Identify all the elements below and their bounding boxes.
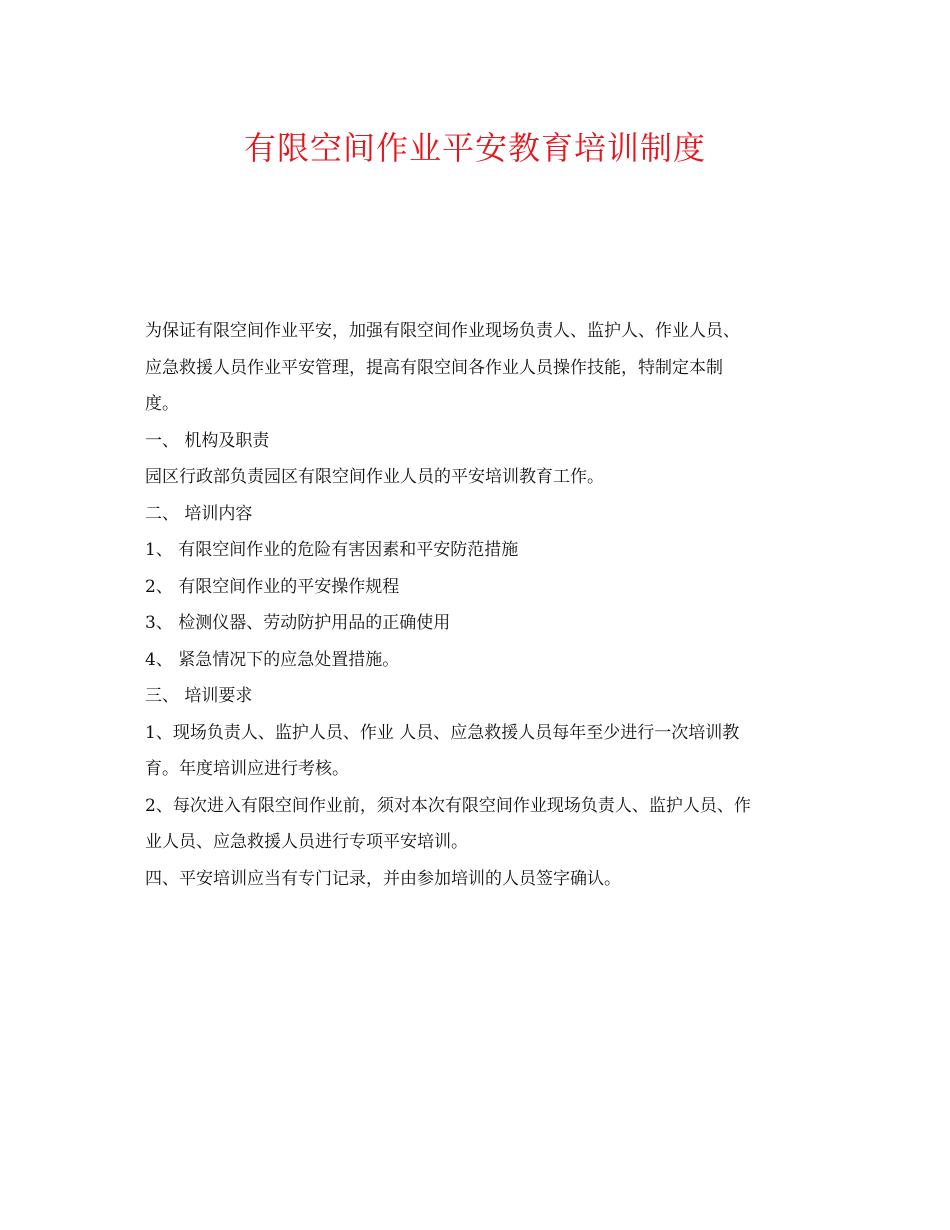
requirement-1-line-2: 育。年度培训应进行考核。: [145, 759, 349, 779]
section-records: 四、平安培训应当有专门记录，并由参加培训的人员签字确认。: [145, 868, 621, 889]
document-body: [145, 313, 815, 897]
intro-line-1: 为保证有限空间作业平安，加强有限空间作业现场负责人、监护人、作业人员、: [145, 321, 740, 341]
organization-text: 园区行政部负责园区有限空间作业人员的平安培训教育工作。: [145, 467, 604, 487]
requirement-2-line-1: 2、每次进入有限空间作业前，须对本次有限空间作业现场负责人、监护人员、作: [145, 795, 751, 816]
training-content-item-2: 2、 有限空间作业的平安操作规程: [145, 576, 400, 597]
section-heading-organization: 一、 机构及职责: [145, 430, 270, 451]
document-title: 有限空间作业平安教育培训制度: [243, 129, 706, 167]
intro-line-2: 应急救援人员作业平安管理，提高有限空间各作业人员操作技能，特制定本制: [145, 357, 723, 378]
section-heading-training-content: 二、 培训内容: [145, 503, 253, 524]
training-content-item-3: 3、 检测仪器、劳动防护用品的正确使用: [145, 613, 451, 633]
intro-line-3: 度。: [145, 394, 179, 414]
training-content-item-4: 4、 紧急情况下的应急处置措施。: [145, 649, 400, 670]
requirement-2-line-2: 业人员、应急救援人员进行专项平安培训。: [145, 832, 468, 852]
section-heading-training-requirements: 三、 培训要求: [145, 686, 253, 706]
training-content-item-1: 1、 有限空间作业的危险有害因素和平安防范措施: [145, 540, 519, 560]
requirement-1-line-1: 1、现场负责人、监护人员、作业 人员、应急救援人员每年至少进行一次培训教: [145, 722, 740, 743]
